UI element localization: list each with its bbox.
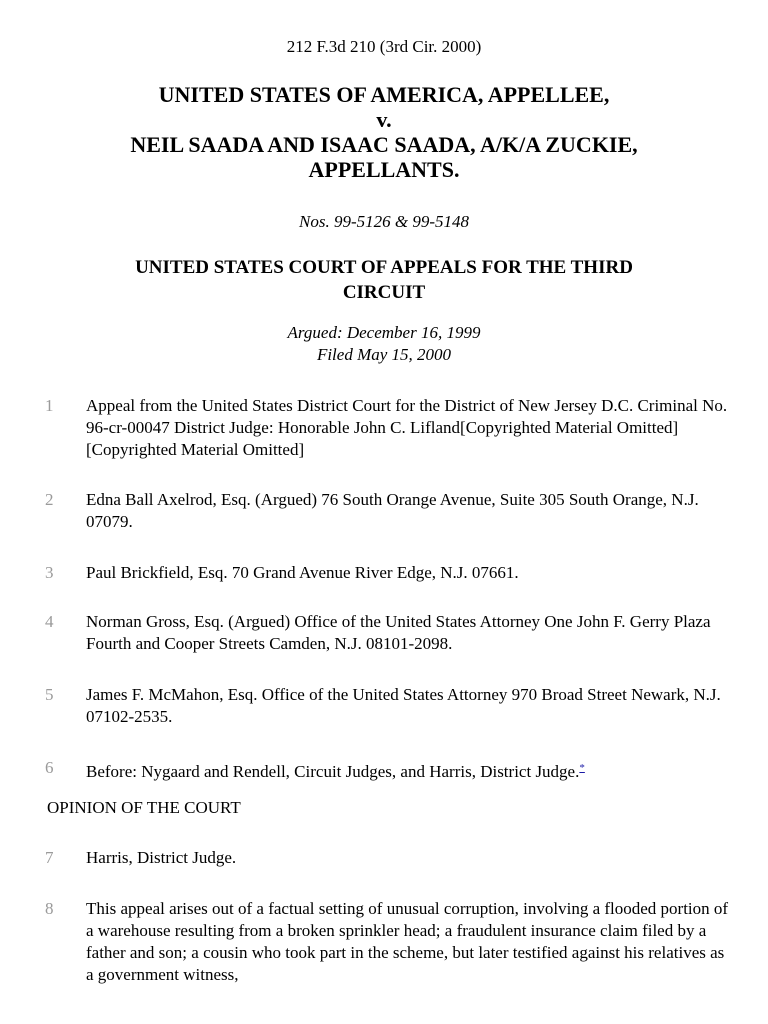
paragraph-text: James F. McMahon, Esq. Office of the United States Attorney 970 Broad Street Newark, N.J. 07102-2535.: [86, 685, 721, 726]
paragraph-body: Before: Nygaard and Rendell, Circuit Judges, and Harris, District Judge.: [86, 762, 580, 781]
docket-numbers: Nos. 99-5126 & 99-5148: [299, 212, 469, 231]
paragraph-number: 1: [45, 396, 54, 415]
paragraph-number: 2: [45, 490, 54, 509]
caption-appellants-label: APPELLANTS.: [308, 157, 460, 182]
paragraph-number: 7: [45, 848, 54, 867]
paragraph-text: Harris, District Judge.: [86, 848, 237, 867]
paragraph-text: [86, 757, 736, 783]
case-caption: [40, 82, 728, 182]
paragraph-text: Edna Ball Axelrod, Esq. (Argued) 76 South Orange Avenue, Suite 305 South Orange, N.J. 07079.: [86, 490, 699, 531]
paragraph-text: Appeal from the United States District Court for the District of New Jersey D.C. Criminal No. 96-cr-00047 District Judge: Honorable John C. Lifland[Copyrighted Material Omitted][Copyrighted Material Omitted]: [86, 396, 728, 459]
paragraph-text: Paul Brickfield, Esq. 70 Grand Avenue River Edge, N.J. 07661.: [86, 563, 519, 582]
opinion-heading: OPINION OF THE COURT: [47, 798, 241, 817]
filed-date: Filed May 15, 2000: [316, 345, 452, 364]
paragraph-text: This appeal arises out of a factual setting of unusual corruption, involving a flooded portion of a warehouse resulting from a broken sprinkler head; a fraudulent insurance claim filed by a father and son; a cousin who took part in the scheme, but later testified against his relatives as a government witness,: [86, 899, 729, 984]
court-name: [60, 255, 708, 305]
paragraph-number: 3: [45, 563, 54, 582]
paragraph-number: 6: [45, 758, 54, 777]
paragraph-number: 8: [45, 899, 54, 918]
paragraph-number: 5: [45, 685, 54, 704]
paragraph-number: 4: [45, 612, 54, 631]
caption-appellants: NEIL SAADA AND ISAAC SAADA, A/K/A ZUCKIE,: [130, 132, 638, 157]
case-dates: [0, 322, 768, 366]
paragraph-text: Norman Gross, Esq. (Argued) Office of the United States Attorney One John F. Gerry Plaza Fourth and Cooper Streets Camden, N.J. 08101-2098.: [86, 612, 711, 653]
court-name-line-1: UNITED STATES COURT OF APPEALS FOR THE THIRD: [135, 257, 633, 278]
caption-versus: v.: [376, 107, 392, 132]
argued-date: Argued: December 16, 1999: [287, 323, 481, 342]
court-name-line-2: CIRCUIT: [342, 282, 426, 303]
footnote-link[interactable]: *: [579, 762, 585, 774]
case-citation: 212 F.3d 210 (3rd Cir. 2000): [286, 37, 482, 56]
caption-appellee: UNITED STATES OF AMERICA, APPELLEE,: [158, 82, 610, 107]
